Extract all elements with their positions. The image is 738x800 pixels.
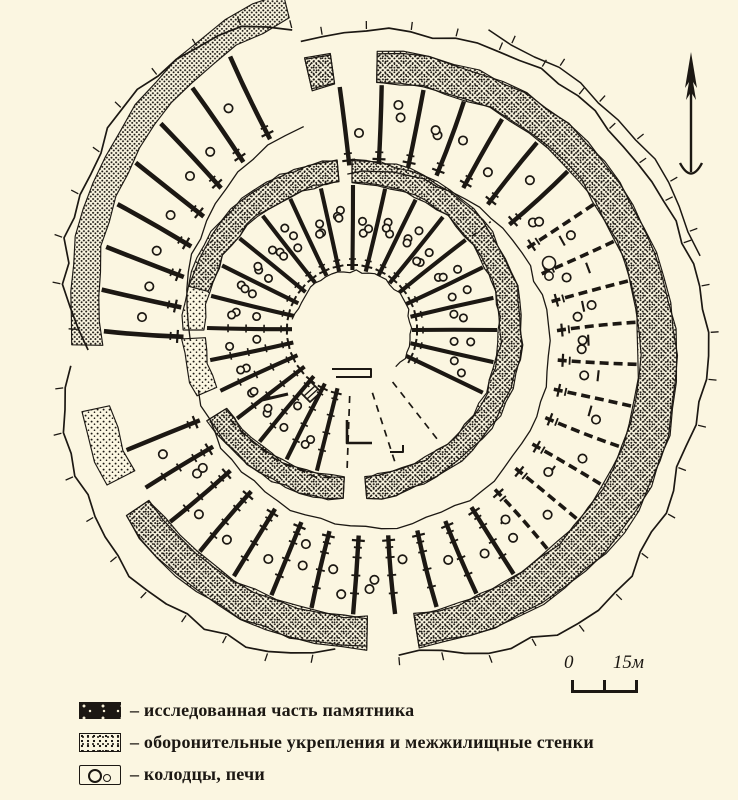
scale-bar-tick-right (635, 680, 638, 693)
wells-ovens-swatch (79, 765, 121, 785)
legend-row-investigated (79, 700, 594, 721)
legend-row-fortifications (79, 732, 594, 753)
scale-zero-label: 0 (564, 652, 574, 673)
legend-label-fortifications: – оборонительные укрепления и межжилищные стенки (130, 732, 594, 752)
scale-bar-labels (564, 653, 644, 672)
legend-row-wells (79, 764, 594, 785)
scale-distance-label: 15м (612, 652, 644, 673)
scale-bar (571, 679, 638, 693)
legend-label-investigated: – исследованная часть памятника (130, 700, 415, 720)
well-circle-icon (88, 769, 102, 783)
inner-ring-dwellings (207, 185, 497, 471)
legend-label-wells: – колодцы, печи (130, 764, 265, 784)
legend (79, 700, 594, 796)
north-arrow-icon (680, 52, 702, 174)
scale-bar-tick-left (571, 680, 574, 693)
fortification-swatch (79, 733, 121, 752)
scale-bar-tick-middle (603, 680, 606, 693)
investigated-area-swatch (79, 702, 121, 719)
oven-circle-icon (103, 774, 111, 782)
